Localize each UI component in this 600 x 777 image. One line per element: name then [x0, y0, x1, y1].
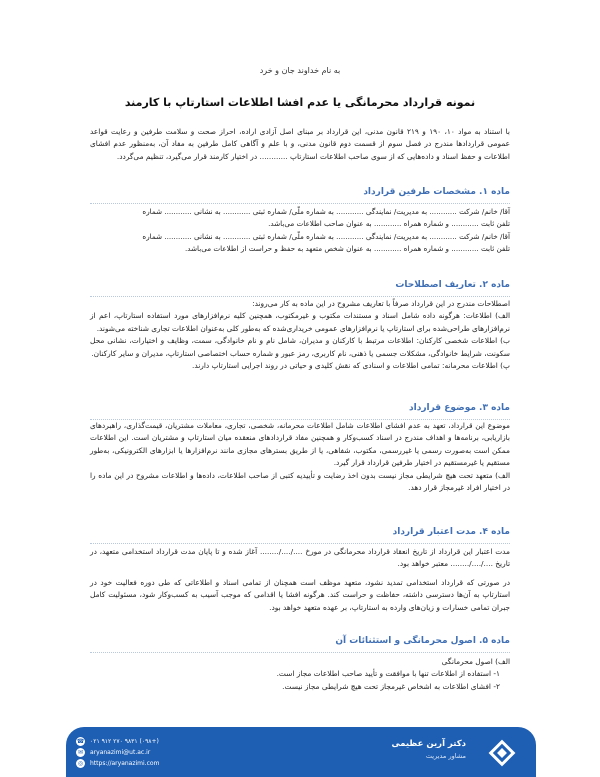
web-icon: ◎	[77, 760, 84, 767]
section-divider	[90, 543, 510, 544]
subject-clause: الف) متعهد تحت هیچ شرایطی مجاز نیست بدون اخذ رضایت و تأییدیه کتبی از صاحب اطلاعات، داده‌ها و اطلاعات مشروح در این ماده را در اختیار افراد غیرمجاز قرار دهد.	[90, 470, 510, 493]
party-line: آقا/ خانم/ شرکت ............ به مدیریت/ نمایندگی ............ به شماره ملّی/ شماره ثبتی ............ به نشانی ............ شماره	[142, 207, 510, 216]
party-line: تلفن ثابت ............ و شماره همراه ............ به عنوان شخص متعهد به حفظ و حراست از اطلاعات می‌باشد.	[184, 244, 510, 254]
section-4-heading	[90, 527, 510, 537]
document-title: نمونه قرارداد محرمانگی یا عدم افشا اطلاعات استارتاپ با کارمند	[124, 96, 476, 109]
email-icon: ✉	[77, 749, 84, 756]
author-name: دکتر آرین عظیمی	[391, 739, 466, 749]
section-2-body	[90, 298, 510, 372]
principle-item: ۲- افشای اطلاعات به اشخاص غیرمجاز تحت هیچ شرایطی مجاز نیست.	[282, 681, 500, 691]
author-role: مشاور مدیریت	[425, 752, 466, 760]
section-1-title: ماده ۱. مشخصات طرفین قرارداد	[363, 187, 510, 197]
section-2-title: ماده ۲. تعاریف اصطلاحات	[395, 280, 510, 290]
section-5-heading	[90, 636, 510, 646]
basmala: به نام خداوند جان و خرد	[259, 66, 341, 75]
section-5-body	[90, 656, 510, 693]
validity-paragraph: مدت اعتبار این قرارداد از تاریخ انعقاد قرارداد محرمانگی در مورخ ..../..../........ آغاز شده و تا پایان مدت قرارداد استخدامی متعهد، در تاریخ ..../..../........ معتبر خواهد بود.	[90, 547, 510, 569]
section-3-heading	[90, 403, 510, 413]
section-divider	[90, 652, 510, 653]
subject-paragraph: موضوع این قرارداد، تعهد به عدم افشای اطلاعات شامل اطلاعات محرمانه، شخصی، تجاری، معاملات مشتریان، قیمت‌گذاری، راهبردهای بازاریابی، برنامه‌ها و اهداف مندرج در اسناد کسب‌وکار و همچنین مفاد قراردادهای منعقده میان استارتاپ و مشتریان است. این اطلاعات ممکن است به‌صورت رسمی یا غیررسمی، مکتوب، شفاهی، یا از طریق بسترهای مجازی مانند نرم‌افزارها یا ابزارهای الکترونیکی، به‌طور مستقیم یا غیرمستقیم در اختیار طرفین قرارداد قرار گیرد.	[90, 421, 510, 468]
email-address[interactable]: aryanazimi@ut.ac.ir	[90, 749, 151, 756]
section-4-body	[90, 546, 510, 614]
contact-phone	[76, 736, 159, 747]
section-3-body	[90, 420, 510, 494]
section-divider	[90, 296, 510, 297]
brand-logo-icon	[486, 737, 518, 769]
website-link[interactable]: https://aryanazimi.com	[90, 760, 160, 767]
section-divider	[90, 203, 510, 204]
section-4-title: ماده ۴. مدت اعتبار قرارداد	[392, 527, 510, 537]
contact-email[interactable]	[76, 747, 159, 758]
validity-paragraph: در صورتی که قرارداد استخدامی تمدید نشود، متعهد موظف است همچنان از تمامی اسناد و اطلاعاتی که طی دوره فعالیت خود در استارتاپ به آن‌ها دسترسی داشته، حفاظت و حراست کند. هرگونه افشا یا اقدامی که موجب آسیب به کسب‌وکار شود، مسئولیت کامل جبران تمامی خسارات و زیان‌های وارده به استارتاپ، بر عهده متعهد خواهد بود.	[90, 577, 510, 612]
author-signature	[392, 739, 466, 760]
section-3-title: ماده ۳. موضوع قرارداد	[409, 403, 510, 413]
footer-bar	[66, 727, 536, 777]
contact-website[interactable]	[76, 758, 159, 769]
definition-line: الف) اطلاعات: هرگونه داده شامل اسناد و مستندات مکتوب و غیرمکتوب، همچنین کلیه نرم‌افزارهای مورد استفاده استارتاپ، اعم از نرم‌افزارهای طراحی‌شده برای استارتاپ یا نرم‌افزارهای عمومی خریداری‌شده که به‌طور کلی به‌عنوان اطلاعات تجاری شناخته می‌شوند.	[90, 311, 510, 333]
section-1-body	[90, 206, 510, 256]
definition-line: ب) اطلاعات شخصی کارکنان: اطلاعات مرتبط با کارکنان و مدیران، شامل نام و نام خانوادگی، سمت، وظایف و اختیارات، نشانی محل سکونت، شرایط خانوادگی، مشکلات جسمی یا ذهنی، نام کاربری، رمز عبور و شماره حساب اختصاصی استارتاپ، مدیران و سایر کارکنان.	[90, 336, 510, 358]
principle-item: ۱- استفاده از اطلاعات تنها با موافقت و تأیید صاحب اطلاعات مجاز است.	[276, 669, 500, 679]
definition-line: اصطلاحات مندرج در این قرارداد صرفاً با تعاریف مشروح در این ماده به کار می‌روند:	[252, 299, 510, 308]
definition-line: پ) اطلاعات محرمانه: تمامی اطلاعات و اسنادی که نقش کلیدی و حیاتی در روند اجرایی استارتاپ دارند.	[191, 361, 510, 371]
section-5-title: ماده ۵. اصول محرمانگی و استثنائات آن	[335, 636, 510, 646]
contact-info	[76, 736, 159, 769]
section-2-heading	[90, 280, 510, 290]
section-1-heading	[90, 187, 510, 197]
party-line: تلفن ثابت ............ و شماره همراه ............ به عنوان صاحب اطلاعات می‌باشد.	[268, 219, 510, 229]
intro-paragraph	[90, 126, 510, 163]
party-line: آقا/ خانم/ شرکت ............ به مدیریت/ نمایندگی ............ به شماره ملّی/ شماره ثبتی ............ به نشانی ............ شماره	[142, 231, 510, 241]
intro-text: با استناد به مواد ۱۰، ۱۹۰ و ۲۱۹ قانون مدنی، این قرارداد بر مبنای اصل آزادی اراده، احراز صحت و سلامت طرفین و رعایت قواعد عمومی قراردادها مندرج در فصل سوم از قسمت دوم قانون مدنی، و با علم و آگاهی کامل طرفین به مفاد آن، به‌منظور عدم افشای اطلاعات و حفظ اسناد و داده‌هایی که از سوی صاحب اطلاعات استارتاپ ............ در اختیار کارمند قرار می‌گیرد، تنظیم می‌گردد.	[90, 127, 510, 161]
phone-number: ۰۲۱ ۹۱۲ ۲۷۰ ۹۸۳۱ (۰۹۸+)	[90, 738, 159, 745]
principles-subheading: الف) اصول محرمانگی	[441, 657, 510, 666]
phone-icon: ☎	[76, 738, 85, 745]
